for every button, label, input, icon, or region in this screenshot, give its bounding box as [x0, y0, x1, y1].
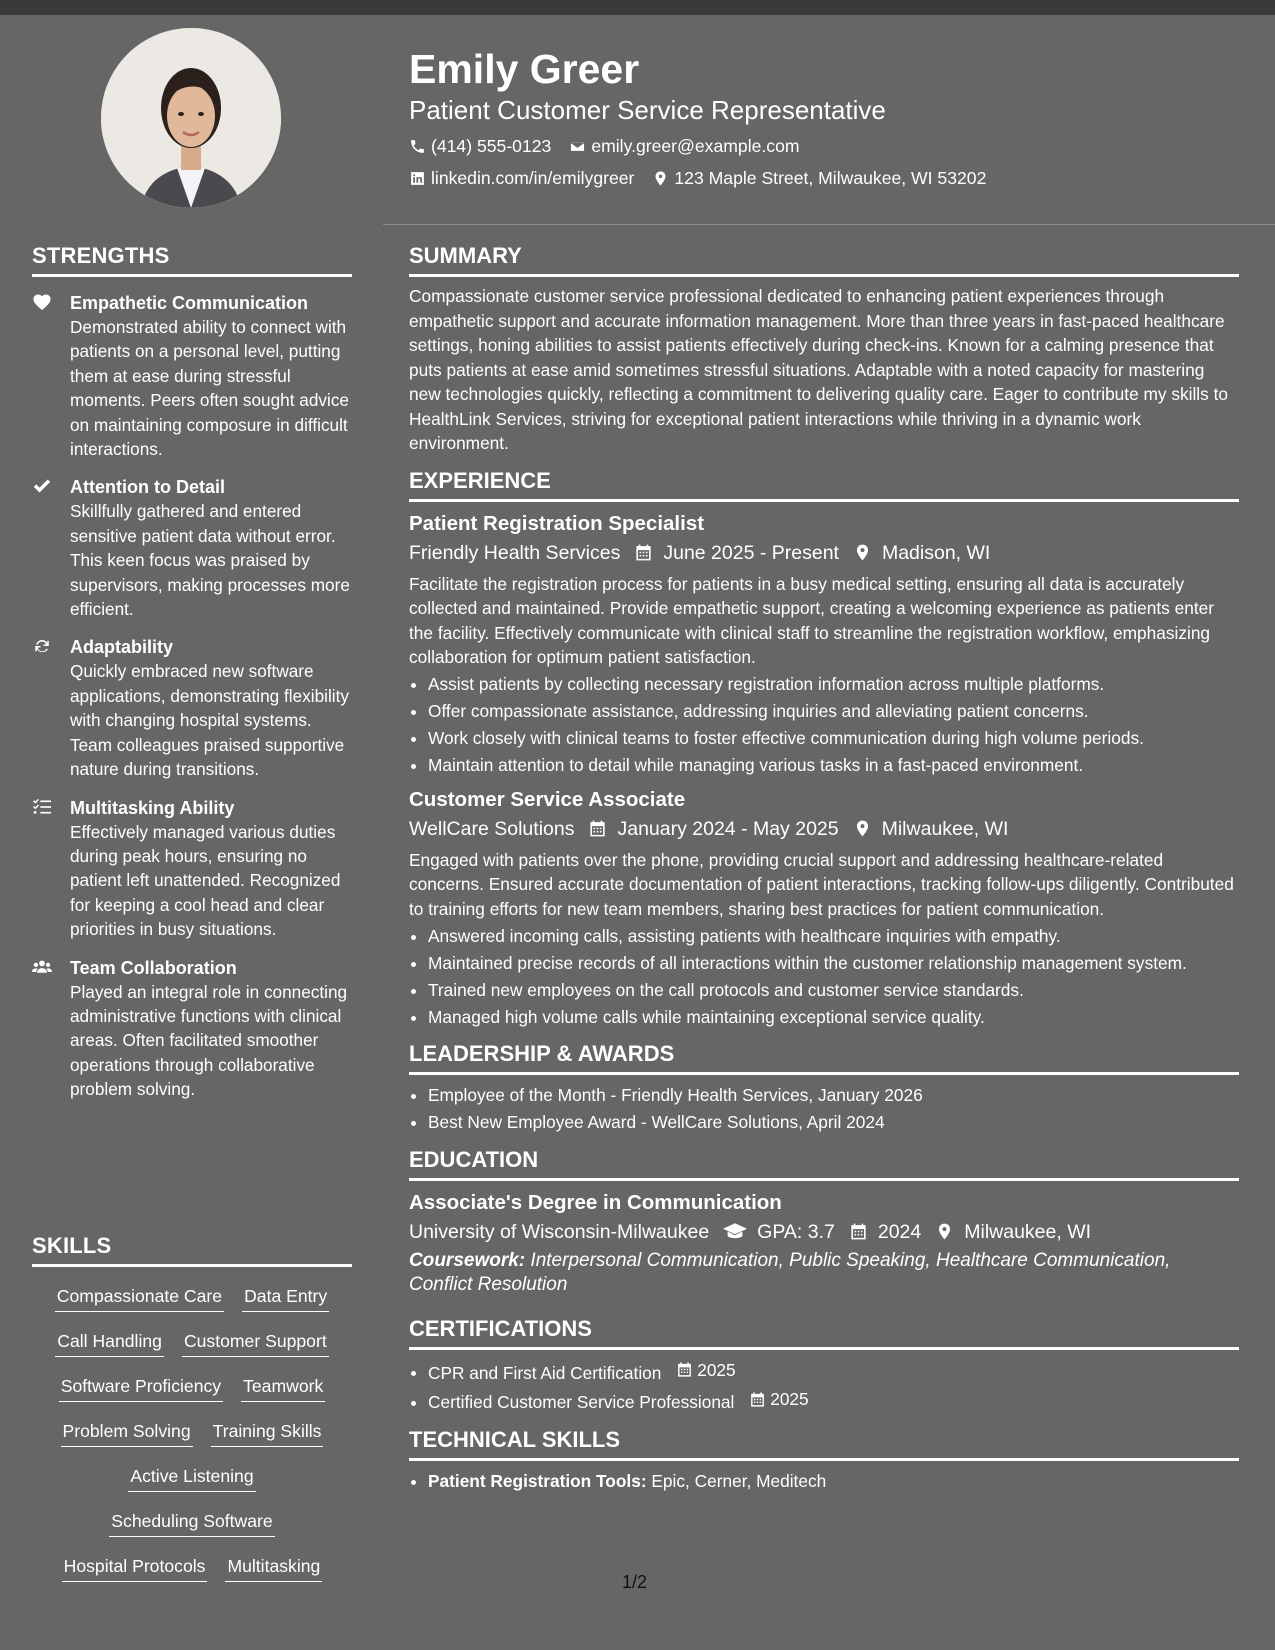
skill-tag: Scheduling Software [109, 1509, 274, 1537]
map-pin-icon [853, 543, 872, 562]
job-company: WellCare Solutions [409, 817, 575, 840]
certifications-section [409, 1316, 1239, 1415]
job-description: Engaged with patients over the phone, providing crucial support and addressing healthcare-related concerns. Ensured accurate documentation of patient interactions, tracking follow-ups diligently. Contributed to training efforts for new team members, sharing best practices for patient communication. [409, 849, 1234, 919]
job-location: Milwaukee, WI [881, 817, 1009, 840]
skill-tag: Teamwork [241, 1374, 325, 1402]
gpa-text: GPA: 3.7 [757, 1220, 835, 1243]
strength-title: Team Collaboration [70, 957, 237, 978]
avatar [101, 28, 281, 208]
resume-header [409, 44, 1249, 190]
job-bullets [409, 924, 1239, 1030]
calendar-icon [749, 1391, 766, 1408]
strength-text: Played an integral role in connecting administrative functions with clinical areas. Often facilitated smoother operations through collaborative problem solving. [70, 981, 348, 1100]
awards-list [409, 1083, 1239, 1135]
strength-title: Adaptability [70, 637, 174, 658]
award-item: • Employee of the Month - Friendly Health Services, January 2026 [428, 1083, 1239, 1108]
email-contact[interactable] [569, 134, 799, 158]
graduation-cap-icon [723, 1222, 747, 1241]
award-item: • Best New Employee Award - WellCare Solutions, April 2024 [428, 1110, 1239, 1135]
job-bullet: • Offer compassionate assistance, addressing inquiries and alleviating patient concerns. [428, 699, 1239, 724]
phone-icon [409, 138, 426, 155]
candidate-name: Emily Greer [409, 46, 640, 92]
certification-item [428, 1358, 1239, 1385]
calendar-icon [634, 543, 653, 562]
education-location: Milwaukee, WI [964, 1220, 1092, 1243]
experience-section [409, 468, 1239, 1030]
strength-text: Demonstrated ability to connect with patients on a personal level, putting them at ease during stressful moments. Peers often sought advice on maintaining composure in difficult interactions. [70, 317, 349, 460]
skill-tag: Call Handling [55, 1329, 164, 1357]
map-pin-icon [853, 819, 872, 838]
coursework-text: Interpersonal Communication, Public Speaking, Healthcare Communication, Conflict Resolution [409, 1249, 1171, 1295]
calendar-icon [588, 819, 607, 838]
school-name: University of Wisconsin-Milwaukee [409, 1220, 710, 1243]
profile-photo [101, 28, 281, 208]
address-contact [652, 166, 986, 190]
map-pin-icon [652, 170, 669, 187]
strength-item [32, 956, 352, 1102]
calendar-icon [849, 1222, 868, 1241]
technical-skill-value: Epic, Cerner, Meditech [651, 1470, 827, 1491]
strength-title: Attention to Detail [70, 477, 225, 498]
technical-skills-list [409, 1469, 1239, 1494]
skill-row [32, 1329, 352, 1357]
tasks-icon [32, 798, 52, 816]
skill-tag: Software Proficiency [59, 1374, 223, 1402]
skill-tag: Training Skills [211, 1419, 324, 1447]
top-bar [0, 0, 1275, 15]
skill-row [32, 1419, 352, 1447]
email-text: emily.greer@example.com [591, 136, 800, 156]
contact-row-1 [409, 134, 1249, 158]
job-dates: January 2024 - May 2025 [617, 817, 839, 840]
strength-item [32, 475, 352, 621]
skill-tag: Hospital Protocols [62, 1554, 208, 1582]
education-section [409, 1147, 1239, 1298]
envelope-icon [569, 138, 586, 155]
technical-skills-section [409, 1427, 1239, 1494]
strengths-title: STRENGTHS [32, 243, 352, 277]
users-icon [32, 958, 52, 976]
skill-tag: Problem Solving [61, 1419, 193, 1447]
skill-row [32, 1374, 352, 1402]
strength-title: Empathetic Communication [70, 293, 309, 313]
awards-title: LEADERSHIP & AWARDS [409, 1041, 1239, 1075]
certifications-title: CERTIFICATIONS [409, 1316, 1239, 1350]
header-divider [383, 224, 1275, 225]
coursework [409, 1249, 1239, 1298]
strengths-section [32, 243, 352, 1102]
skill-row [32, 1284, 352, 1312]
strength-text: Quickly embraced new software applications, demonstrating flexibility with changing hospital systems. Team colleagues praised supportive nature during transitions. [70, 661, 349, 780]
sync-icon [32, 637, 52, 655]
summary-text: Compassionate customer service professional dedicated to enhancing patient experiences through empathetic support and accurate information management. More than three years in fast-paced healthcare settings, honing abilities to assist patients effectively during check-ins. Known for a calming presence that puts patients at ease amid sometimes stressful situations. Adaptable with a noted capacity for mastering new technologies quickly, reflecting a commitment to delivering quality care. Eager to contribute my skills to HealthLink Services, striving for exceptional patient interactions while thriving in a dynamic work environment. [409, 286, 1228, 453]
job-meta [409, 538, 1239, 568]
skills-title: SKILLS [32, 1233, 352, 1267]
map-pin-icon [935, 1222, 954, 1241]
strength-text: Effectively managed various duties during peak hours, ensuring no patient left unattended. Recognized for keeping a cool head and clear priorities in busy situations. [70, 821, 341, 940]
strength-text: Skillfully gathered and entered sensitive patient data without error. This keen focus was praised by supervisors, making processes more efficient. [70, 501, 350, 620]
education-meta [409, 1217, 1239, 1247]
job-description: Facilitate the registration process for patients in a busy medical setting, ensuring all data is accurately collected and maintained. Provide empathetic support, creating a welcoming experience as patients enter the facility. Effectively communicate with clinical staff to streamline the registration workflow, emphasizing collaboration for optimum patient satisfaction. [409, 573, 1215, 667]
job-bullet: • Answered incoming calls, assisting patients with healthcare inquiries with empathy. [428, 924, 1239, 949]
certification-year: 2025 [770, 1389, 809, 1410]
job-bullets [409, 672, 1239, 778]
job-bullet: • Trained new employees on the call protocols and customer service standards. [428, 978, 1239, 1003]
skills-section [32, 1233, 352, 1582]
job-meta [409, 814, 1239, 844]
certifications-list [409, 1358, 1239, 1415]
calendar-icon [676, 1361, 693, 1378]
technical-skills-title: TECHNICAL SKILLS [409, 1427, 1239, 1461]
job-dates: June 2025 - Present [663, 541, 839, 564]
check-icon [32, 477, 52, 495]
skill-tag: Multitasking [225, 1554, 322, 1582]
coursework-label: Coursework: [409, 1249, 526, 1271]
certification-name: Certified Customer Service Professional [428, 1392, 735, 1412]
job-location: Madison, WI [881, 541, 991, 564]
job-title: Customer Service Associate [409, 787, 686, 811]
skill-tag: Compassionate Care [55, 1284, 224, 1312]
job-title: Patient Registration Specialist [409, 511, 705, 535]
summary-title: SUMMARY [409, 243, 1239, 277]
job-entry [409, 786, 1239, 1030]
job-entry [409, 510, 1239, 778]
address-text: 123 Maple Street, Milwaukee, WI 53202 [674, 168, 987, 188]
job-company: Friendly Health Services [409, 541, 621, 564]
page-number: 1/2 [622, 1572, 648, 1592]
skill-row [32, 1554, 352, 1582]
skill-tag: Customer Support [182, 1329, 329, 1357]
job-bullet: • Assist patients by collecting necessary registration information across multiple platforms. [428, 672, 1239, 697]
certification-item [428, 1387, 1239, 1414]
graduation-year: 2024 [877, 1220, 922, 1243]
technical-skill-item [428, 1469, 1239, 1494]
linkedin-text: linkedin.com/in/emilygreer [431, 168, 635, 188]
candidate-role: Patient Customer Service Representative [409, 95, 886, 125]
technical-skill-label: Patient Registration Tools: [428, 1470, 647, 1491]
linkedin-icon [409, 170, 426, 187]
awards-section [409, 1041, 1239, 1135]
skill-row [32, 1509, 352, 1537]
phone-contact[interactable] [409, 134, 551, 158]
degree-title: Associate's Degree in Communication [409, 1190, 782, 1214]
phone-text: (414) 555-0123 [431, 136, 552, 156]
main-column [409, 243, 1239, 1493]
education-title: EDUCATION [409, 1147, 1239, 1181]
strength-item [32, 291, 352, 461]
certification-year: 2025 [697, 1359, 736, 1380]
skill-tag: Active Listening [128, 1464, 255, 1492]
summary-section [409, 243, 1239, 456]
heart-icon [32, 293, 52, 311]
strength-item [32, 635, 352, 781]
skill-tag: Data Entry [242, 1284, 329, 1312]
job-bullet: • Managed high volume calls while maintaining exceptional service quality. [428, 1005, 1239, 1030]
experience-title: EXPERIENCE [409, 468, 1239, 502]
strength-title: Multitasking Ability [70, 797, 235, 818]
certification-name: CPR and First Aid Certification [428, 1362, 662, 1383]
skill-row [32, 1464, 352, 1492]
contact-row-2 [409, 166, 1249, 190]
job-bullet: • Maintained precise records of all interactions within the customer relationship management system. [428, 951, 1239, 976]
strength-item [32, 796, 352, 942]
job-bullet: • Work closely with clinical teams to foster effective communication during high volume periods. [428, 726, 1239, 751]
job-bullet: • Maintain attention to detail while managing various tasks in a fast-paced environment. [428, 753, 1239, 778]
linkedin-contact[interactable] [409, 166, 634, 190]
